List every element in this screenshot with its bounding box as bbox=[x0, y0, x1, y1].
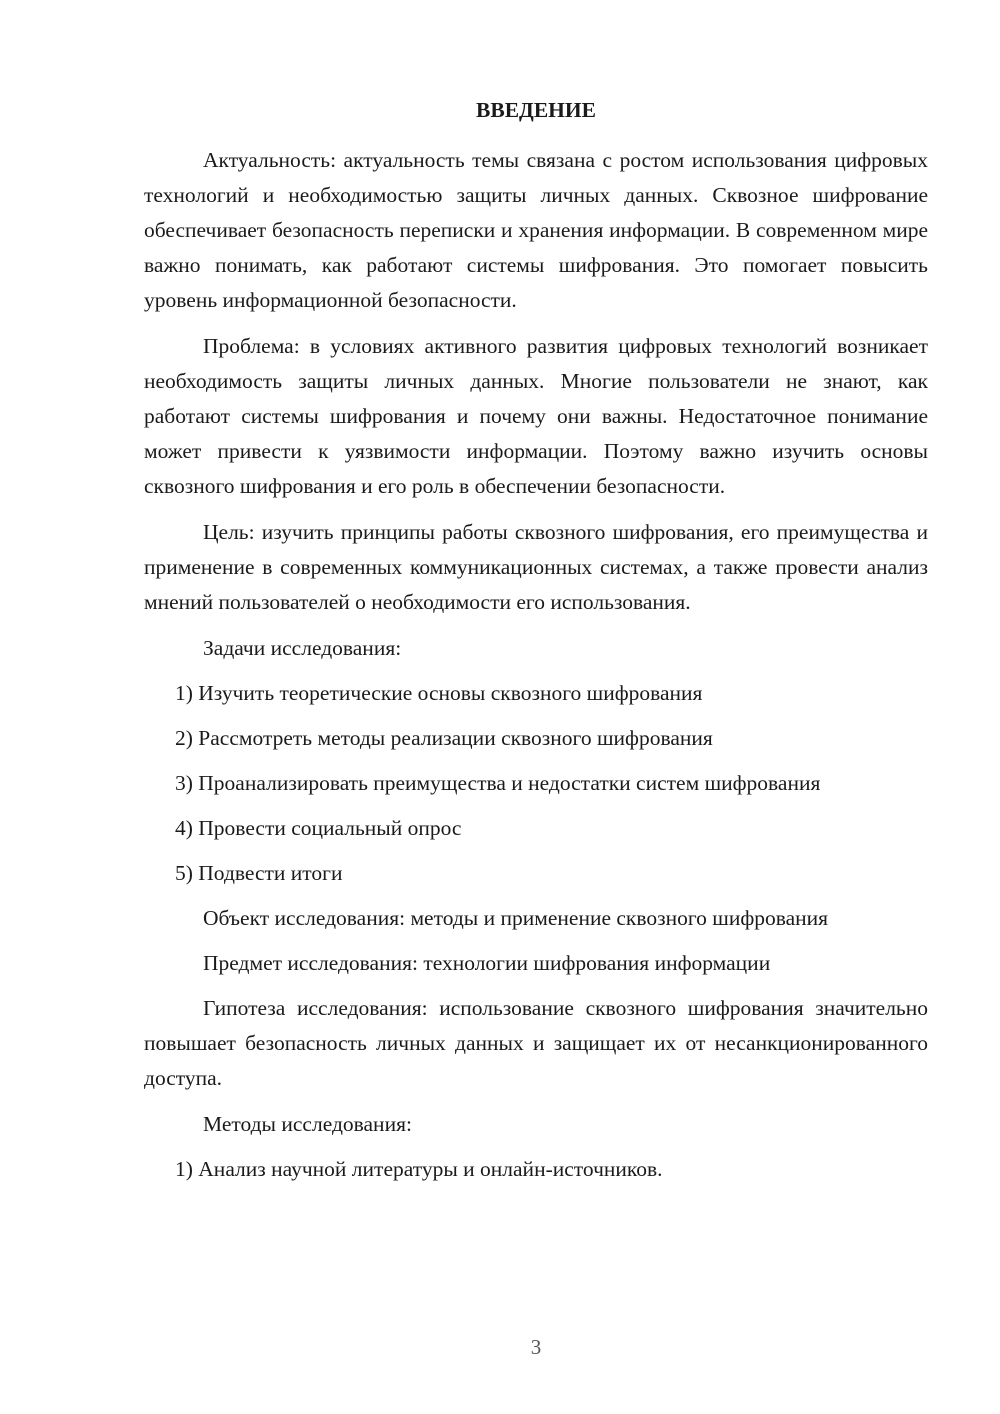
page-content bbox=[144, 95, 928, 1197]
method-list-item: 1) Анализ научной литературы и онлайн-источников. bbox=[175, 1157, 663, 1181]
task-list-item: 4) Провести социальный опрос bbox=[175, 816, 462, 840]
task-list-item: 5) Подвести итоги bbox=[175, 861, 343, 885]
task-list-item: 2) Рассмотреть методы реализации сквозного шифрования bbox=[175, 726, 713, 750]
page-title: ВВЕДЕНИЕ bbox=[476, 98, 596, 122]
task-list-item: 1) Изучить теоретические основы сквозного шифрования bbox=[175, 681, 703, 705]
page-number: 3 bbox=[530, 1335, 542, 1359]
task-list-item: 3) Проанализировать преимущества и недостатки систем шифрования bbox=[175, 771, 821, 795]
goal-paragraph: Цель: изучить принципы работы сквозного шифрования, его преимущества и применение в современных коммуникационных системах, а также провести анализ мнений пользователей о необходимости его использования. bbox=[144, 520, 928, 614]
research-subject: Предмет исследования: технологии шифрования информации bbox=[203, 951, 771, 975]
relevance-paragraph: Актуальность: актуальность темы связана с ростом использования цифровых технологий и необходимостью защиты личных данных. Сквозное шифрование обеспечивает безопасность переписки и хранения информации. В современном мире важно понимать, как работают системы шифрования. Это помогает повысить уровень информационной безопасности. bbox=[144, 148, 928, 312]
tasks-heading: Задачи исследования: bbox=[203, 636, 402, 660]
research-object: Объект исследования: методы и применение сквозного шифрования bbox=[203, 906, 829, 930]
hypothesis-paragraph: Гипотеза исследования: использование сквозного шифрования значительно повышает безопасность личных данных и защищает их от несанкционированного доступа. bbox=[144, 996, 928, 1090]
problem-paragraph: Проблема: в условиях активного развития цифровых технологий возникает необходимость защиты личных данных. Многие пользователи не знают, как работают системы шифрования и почему они важны. Недостаточное понимание может привести к уязвимости информации. Поэтому важно изучить основы сквозного шифрования и его роль в обеспечении безопасности. bbox=[144, 334, 928, 498]
methods-heading: Методы исследования: bbox=[203, 1112, 412, 1136]
